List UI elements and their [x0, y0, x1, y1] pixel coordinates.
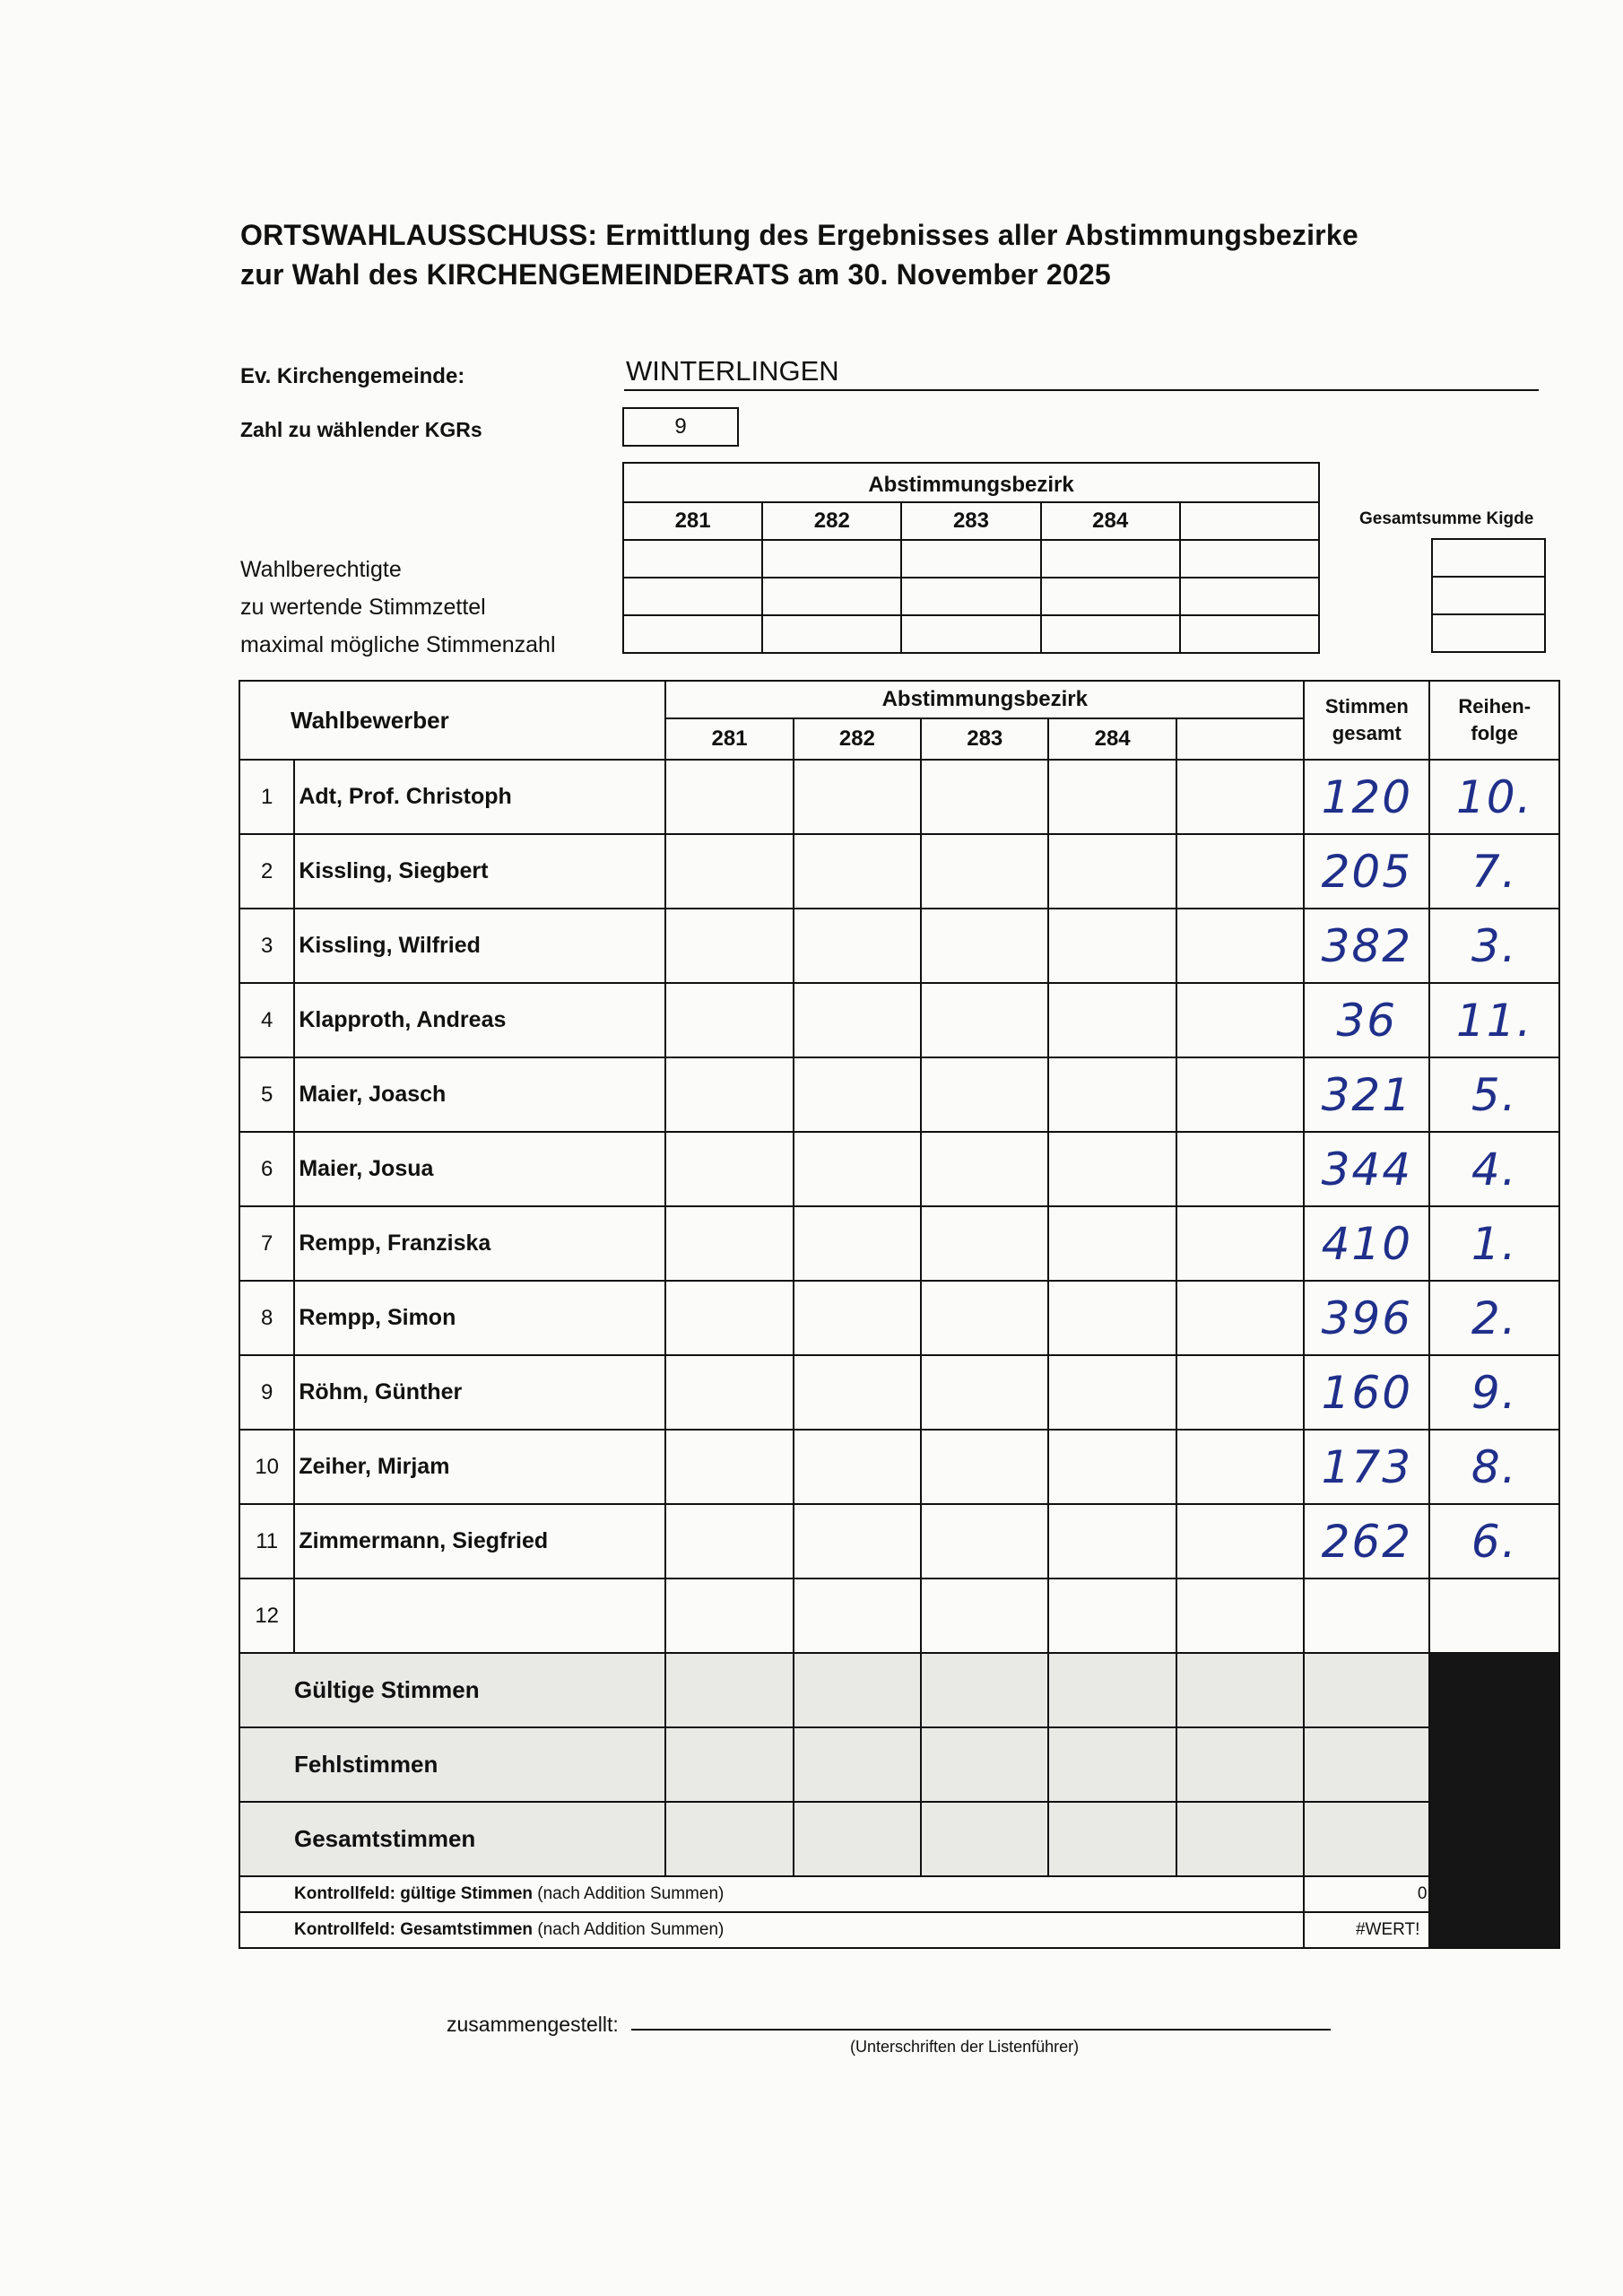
- district-blank: [1176, 718, 1304, 760]
- district-cell: [1048, 1578, 1176, 1653]
- district-283: 283: [921, 718, 1048, 760]
- kontroll-total-label: Kontrollfeld: Gesamtstimmen: [294, 1920, 534, 1939]
- kgr-value: 9: [674, 414, 687, 439]
- candidate-name: Zeiher, Mirjam: [294, 1430, 665, 1504]
- district-cell: [1048, 1132, 1176, 1206]
- district-cell: [794, 983, 921, 1057]
- district-cell: [1176, 1355, 1304, 1430]
- district-cell: [1048, 1057, 1176, 1132]
- candidate-name: Kissling, Wilfried: [294, 909, 665, 983]
- district-cell: [665, 1504, 793, 1578]
- candidate-number: 6: [239, 1132, 294, 1206]
- district-cell: [1176, 1132, 1304, 1206]
- candidate-rank: 4.: [1429, 1132, 1559, 1206]
- cell: [1304, 1727, 1429, 1802]
- district-cell: [921, 1206, 1048, 1281]
- candidate-rank: 5.: [1429, 1057, 1559, 1132]
- cell: [921, 1802, 1048, 1876]
- candidate-name: Adt, Prof. Christoph: [294, 760, 665, 834]
- cell: [1432, 539, 1545, 577]
- cell: [901, 540, 1040, 578]
- candidate-rank: 6.: [1429, 1504, 1559, 1578]
- top-district-282: 282: [762, 502, 901, 540]
- district-cell: [1176, 1504, 1304, 1578]
- col-wahlbewerber: Wahlbewerber: [239, 681, 665, 760]
- top-district-283: 283: [901, 502, 1040, 540]
- district-cell: [1048, 760, 1176, 834]
- cell: [1176, 1653, 1304, 1727]
- signature-caption: (Unterschriften der Listenführer): [850, 2038, 1080, 2056]
- cell: [1041, 540, 1180, 578]
- gesamtsumme-label: Gesamtsumme Kigde: [1359, 509, 1534, 528]
- cell: [665, 1802, 793, 1876]
- cell: [1048, 1653, 1176, 1727]
- total-invalid-label: Fehlstimmen: [239, 1727, 665, 1802]
- row-label-stimmzettel: zu wertende Stimmzettel: [240, 595, 486, 620]
- candidate-number: 12: [239, 1578, 294, 1653]
- candidate-name: Zimmermann, Siegfried: [294, 1504, 665, 1578]
- top-district-284: 284: [1041, 502, 1180, 540]
- district-cell: [1176, 909, 1304, 983]
- candidate-name: Rempp, Franziska: [294, 1206, 665, 1281]
- district-284: 284: [1048, 718, 1176, 760]
- district-cell: [1048, 1355, 1176, 1430]
- candidate-votes: [1304, 1578, 1429, 1653]
- cell: [665, 1653, 793, 1727]
- footer-label: zusammengestellt:: [447, 2013, 619, 2036]
- cell: [1180, 540, 1319, 578]
- district-cell: [921, 1132, 1048, 1206]
- candidate-row: [239, 909, 1559, 983]
- bezirk-header-top: Abstimmungsbezirk: [623, 463, 1319, 502]
- candidate-rank: 10.: [1429, 760, 1559, 834]
- district-cell: [1176, 1281, 1304, 1355]
- candidate-votes: 173: [1304, 1430, 1429, 1504]
- candidate-votes: 344: [1304, 1132, 1429, 1206]
- title-line-2: zur Wahl des KIRCHENGEMEINDERATS am 30. November 2025: [240, 258, 1111, 291]
- gesamtsumme-box: [1431, 538, 1546, 653]
- candidate-votes: 205: [1304, 834, 1429, 909]
- candidate-row: [239, 1206, 1559, 1281]
- total-valid-label: Gültige Stimmen: [239, 1653, 665, 1727]
- cell: [665, 1727, 793, 1802]
- kgr-value-box: [622, 407, 739, 447]
- cell: [1041, 578, 1180, 615]
- district-cell: [1048, 1206, 1176, 1281]
- cell: [762, 578, 901, 615]
- district-cell: [1176, 760, 1304, 834]
- top-district-281: 281: [623, 502, 762, 540]
- cell: [1048, 1802, 1176, 1876]
- kontroll-total-value: #WERT!: [1304, 1912, 1429, 1948]
- cell: [794, 1802, 921, 1876]
- cell: [1176, 1802, 1304, 1876]
- cell: [1176, 1727, 1304, 1802]
- col-stimmen-line2: gesamt: [1332, 722, 1402, 744]
- candidate-votes: 120: [1304, 760, 1429, 834]
- cell: [1432, 577, 1545, 614]
- candidate-votes: 160: [1304, 1355, 1429, 1430]
- district-cell: [665, 909, 793, 983]
- candidate-votes: 382: [1304, 909, 1429, 983]
- candidate-rank: 8.: [1429, 1430, 1559, 1504]
- district-cell: [665, 1578, 793, 1653]
- district-cell: [1048, 1281, 1176, 1355]
- district-cell: [665, 1430, 793, 1504]
- district-cell: [921, 1578, 1048, 1653]
- gemeinde-field: [624, 353, 1539, 391]
- kontroll-valid-value: 0: [1304, 1876, 1429, 1912]
- district-cell: [921, 1504, 1048, 1578]
- kontroll-valid-label: Kontrollfeld: gültige Stimmen: [294, 1884, 533, 1903]
- district-cell: [921, 1057, 1048, 1132]
- candidate-rank: 7.: [1429, 834, 1559, 909]
- candidate-rows: [239, 760, 1559, 1653]
- candidate-rank: 9.: [1429, 1355, 1559, 1430]
- district-cell: [921, 1430, 1048, 1504]
- district-cell: [665, 1281, 793, 1355]
- cell: [1180, 578, 1319, 615]
- candidate-row: [239, 1355, 1559, 1430]
- district-cell: [665, 1355, 793, 1430]
- cell: [794, 1727, 921, 1802]
- district-cell: [794, 1206, 921, 1281]
- kontroll-valid: [239, 1876, 1304, 1912]
- kgr-label: Zahl zu wählender KGRs: [240, 418, 482, 441]
- district-cell: [921, 909, 1048, 983]
- col-stimmen-line1: Stimmen: [1324, 695, 1409, 718]
- candidate-votes: 410: [1304, 1206, 1429, 1281]
- signature-line: [631, 2029, 1331, 2031]
- candidate-rank: 3.: [1429, 909, 1559, 983]
- district-cell: [1176, 1206, 1304, 1281]
- district-cell: [794, 1057, 921, 1132]
- district-cell: [794, 1132, 921, 1206]
- candidate-number: 5: [239, 1057, 294, 1132]
- candidate-rank: 2.: [1429, 1281, 1559, 1355]
- district-cell: [794, 760, 921, 834]
- kontroll-total: [239, 1912, 1304, 1948]
- district-281: 281: [665, 718, 793, 760]
- gemeinde-label: Ev. Kirchengemeinde:: [240, 364, 465, 388]
- cell: [901, 578, 1040, 615]
- row-label-wahlberechtigte: Wahlberechtigte: [240, 557, 402, 582]
- candidate-rank: 11.: [1429, 983, 1559, 1057]
- candidate-name: [294, 1578, 665, 1653]
- district-cell: [1048, 909, 1176, 983]
- district-cell: [1176, 1430, 1304, 1504]
- cell: [623, 578, 762, 615]
- cell: [1432, 614, 1545, 652]
- candidate-number: 4: [239, 983, 294, 1057]
- candidate-number: 3: [239, 909, 294, 983]
- candidate-row: [239, 983, 1559, 1057]
- district-cell: [921, 834, 1048, 909]
- candidate-number: 10: [239, 1430, 294, 1504]
- district-cell: [794, 1504, 921, 1578]
- candidate-rank: [1429, 1578, 1559, 1653]
- candidate-number: 2: [239, 834, 294, 909]
- candidate-name: Maier, Josua: [294, 1132, 665, 1206]
- candidate-row: [239, 760, 1559, 834]
- cell: [1048, 1727, 1176, 1802]
- district-cell: [665, 1057, 793, 1132]
- candidate-row: [239, 834, 1559, 909]
- candidate-name: Kissling, Siegbert: [294, 834, 665, 909]
- candidate-row: [239, 1430, 1559, 1504]
- district-cell: [1176, 983, 1304, 1057]
- district-cell: [794, 1578, 921, 1653]
- kontroll-valid-note: (nach Addition Summen): [533, 1884, 725, 1903]
- top-row-labels: [240, 551, 556, 664]
- candidate-votes: 36: [1304, 983, 1429, 1057]
- gemeinde-value: WINTERLINGEN: [626, 355, 839, 387]
- candidate-name: Rempp, Simon: [294, 1281, 665, 1355]
- candidate-votes: 262: [1304, 1504, 1429, 1578]
- cell: [1180, 615, 1319, 653]
- cell: [921, 1727, 1048, 1802]
- col-reihen-line2: folge: [1471, 722, 1518, 744]
- results-table: [239, 680, 1560, 1949]
- total-all-label: Gesamtstimmen: [239, 1802, 665, 1876]
- blackened-cell: [1429, 1653, 1559, 1948]
- district-cell: [1048, 1504, 1176, 1578]
- district-cell: [665, 1132, 793, 1206]
- district-cell: [665, 983, 793, 1057]
- col-bezirk: Abstimmungsbezirk: [665, 681, 1304, 718]
- candidate-rank: 1.: [1429, 1206, 1559, 1281]
- candidate-number: 11: [239, 1504, 294, 1578]
- candidate-row: [239, 1578, 1559, 1653]
- candidate-row: [239, 1281, 1559, 1355]
- cell: [1304, 1653, 1429, 1727]
- cell: [623, 615, 762, 653]
- wahlberechtigte-table: [622, 462, 1320, 654]
- district-cell: [1176, 1057, 1304, 1132]
- cell: [762, 615, 901, 653]
- candidate-row: [239, 1057, 1559, 1132]
- district-cell: [921, 1355, 1048, 1430]
- district-cell: [794, 834, 921, 909]
- cell: [1304, 1802, 1429, 1876]
- cell: [921, 1653, 1048, 1727]
- district-cell: [665, 1206, 793, 1281]
- district-cell: [665, 760, 793, 834]
- col-reihen-line1: Reihen-: [1458, 695, 1532, 718]
- cell: [1041, 615, 1180, 653]
- district-cell: [921, 760, 1048, 834]
- cell: [623, 540, 762, 578]
- candidate-number: 1: [239, 760, 294, 834]
- candidate-number: 9: [239, 1355, 294, 1430]
- candidate-votes: 321: [1304, 1057, 1429, 1132]
- candidate-number: 8: [239, 1281, 294, 1355]
- district-cell: [921, 1281, 1048, 1355]
- district-282: 282: [794, 718, 921, 760]
- district-cell: [1048, 834, 1176, 909]
- candidate-row: [239, 1504, 1559, 1578]
- district-cell: [1048, 983, 1176, 1057]
- cell: [901, 615, 1040, 653]
- cell: [762, 540, 901, 578]
- top-district-blank: [1180, 502, 1319, 540]
- col-stimmen-gesamt: [1304, 681, 1429, 760]
- district-cell: [794, 1355, 921, 1430]
- candidate-number: 7: [239, 1206, 294, 1281]
- row-label-max-stimmen: maximal mögliche Stimmenzahl: [240, 632, 556, 657]
- cell: [794, 1653, 921, 1727]
- district-cell: [921, 983, 1048, 1057]
- district-cell: [665, 834, 793, 909]
- candidate-row: [239, 1132, 1559, 1206]
- candidate-name: Maier, Joasch: [294, 1057, 665, 1132]
- candidate-name: Röhm, Günther: [294, 1355, 665, 1430]
- district-cell: [1176, 1578, 1304, 1653]
- col-reihenfolge: [1429, 681, 1559, 760]
- district-cell: [1048, 1430, 1176, 1504]
- candidate-votes: 396: [1304, 1281, 1429, 1355]
- district-cell: [794, 1430, 921, 1504]
- title-line-1: ORTSWAHLAUSSCHUSS: Ermittlung des Ergebnisses aller Abstimmungsbezirke: [240, 219, 1358, 251]
- kontroll-total-note: (nach Addition Summen): [533, 1920, 725, 1939]
- district-cell: [1176, 834, 1304, 909]
- district-cell: [794, 1281, 921, 1355]
- district-cell: [794, 909, 921, 983]
- candidate-name: Klapproth, Andreas: [294, 983, 665, 1057]
- page-title: [240, 215, 1358, 294]
